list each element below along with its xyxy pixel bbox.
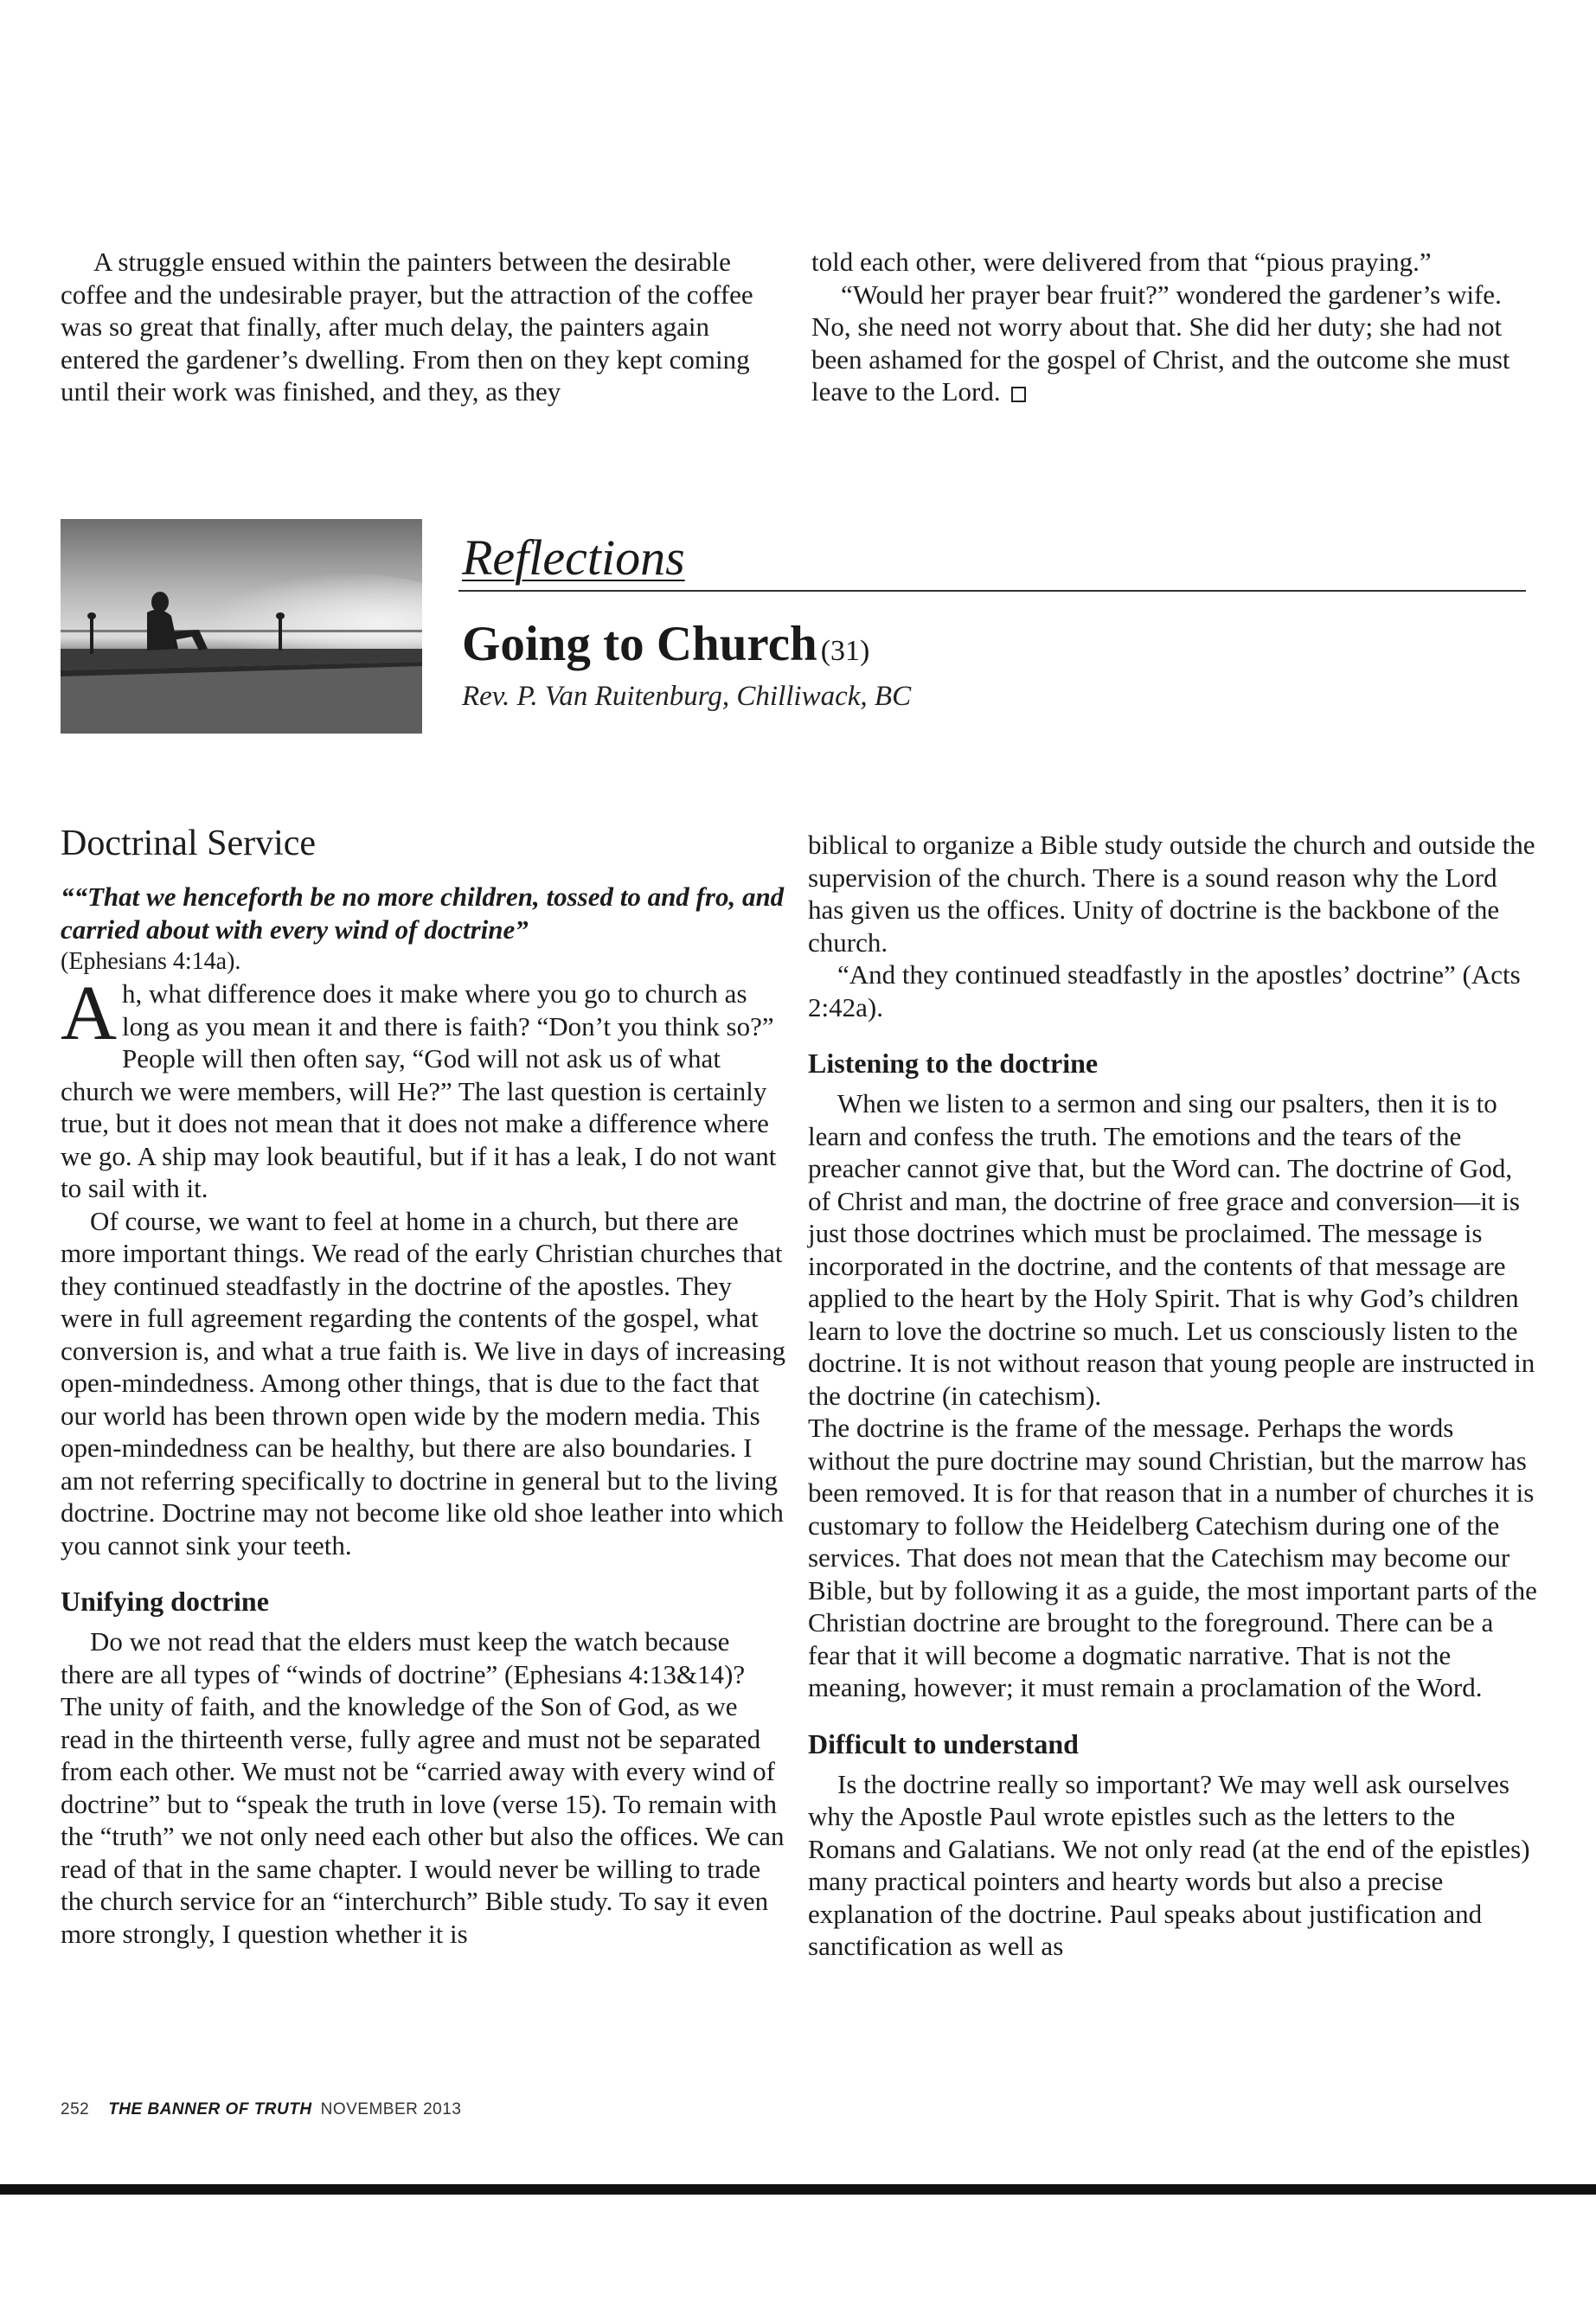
body-paragraph: Is the doctrine really so important? We may well ask ourselves why the Apostle Paul wrote epistles such as the letters to the Romans and Galatians. We not only read (at the end of the epistles) many practical pointers and hearty words but also a precise explanation of the doctrine. Paul speaks about justification and sanctification as well as <box>808 1768 1530 1961</box>
section-title: Reflections <box>462 529 685 586</box>
drop-cap: A <box>61 971 117 1056</box>
page-number: 252 <box>61 2100 90 2118</box>
header-rule <box>458 590 1526 592</box>
article-title: Going to Church (31) <box>462 617 870 671</box>
previous-article-paragraph: A struggle ensued within the painters between the desirable coffee and the undesirable prayer, but the attraction of the coffee was so great that finally, after much delay, the painters again entered the gardener’s dwelling. From then on they kept coming until their work was finished, and they, as they <box>61 247 753 407</box>
previous-article-paragraph: told each other, were delivered from that “pious praying.” <box>811 247 1432 277</box>
subheading-unifying-doctrine: Unifying doctrine <box>61 1586 269 1617</box>
article-left-column <box>61 822 785 1950</box>
article-right-column <box>808 829 1538 1963</box>
man-sitting-on-pier-image <box>61 519 422 734</box>
body-paragraph: When we listen to a sermon and sing our psalters, then it is to learn and confess the truth. The emotions and the tears of the preacher cannot give that, but the Word can. The doctrine of God, of Christ and man, the doctrine of free grace and conversion—it is just those doctrines which must be proclaimed. The message is incorporated in the doctrine, and the contents of that message are applied to the heart by the Holy Spirit. That is why God’s children learn to love the doctrine so much. Let us consciously listen to the doctrine. It is not without reason that young people are instructed in the doctrine (in catechism). <box>808 1088 1535 1411</box>
intro-paragraph: Ah, what difference does it make where you go to church as long as you mean it and there is faith? “Don’t you think so?” People will then often say, “God will not ask us of what church we were members, will He?” The last question is certainly true, but it does not mean that it does not make a difference where we go. A ship may look beautiful, but if it has a leak, I do not want to sail with it. <box>61 971 777 1203</box>
subheading-difficult: Difficult to understand <box>808 1727 1079 1759</box>
issue-date: NOVEMBER 2013 <box>320 2100 462 2118</box>
subheading-listening: Listening to the doctrine <box>808 1048 1099 1079</box>
series-number: (31) <box>820 635 870 667</box>
header-photo <box>61 519 422 734</box>
epigraph: ““That we henceforth be no more children, tossed to and fro, and carried about with every wind of doctrine” <box>61 881 785 945</box>
body-paragraph: Of course, we want to feel at home in a church, but there are more important things. We read of the early Christian churches that they continued steadfastly in the doctrine of the apostles. They were in full agreement regarding the contents of the gospel, what conversion is, and what a true faith is. We live in days of increasing open-mindedness. Among other things, that is due to the fact that our world has been thrown open wide by the modern media. This open-mindedness can be healthy, but there are also boundaries. I am not referring specifically to doctrine in general but to the living doctrine. Doctrine may not become like old shoe leather into which you cannot sink your teeth. <box>61 1205 786 1561</box>
byline: Rev. P. Van Ruitenburg, Chilliwack, BC <box>462 681 912 712</box>
magazine-name: THE BANNER OF TRUTH <box>108 2100 312 2118</box>
epigraph-reference: (Ephesians 4:14a). <box>61 948 241 975</box>
scripture-quote: “And they continued steadfastly in the apostles’ doctrine” (Acts 2:42a). <box>808 959 1521 1022</box>
previous-article-left-column <box>61 246 785 408</box>
page-footer <box>61 2100 461 2119</box>
article-heading: Doctrinal Service <box>61 824 317 863</box>
body-paragraph: biblical to organize a Bible study outside the church and outside the supervision of the church. There is a sound reason why the Lord has given us the offices. Unity of doctrine is the backbone of the church. <box>808 830 1535 958</box>
scan-edge-bar <box>0 2184 1596 2195</box>
end-of-article-icon <box>1011 387 1026 402</box>
previous-article-paragraph: “Would her prayer bear fruit?” wondered the gardener’s wife. No, she need not worry about that. She did her duty; she had not been ashamed for the gospel of Christ, and the outcome she must leave to the Lord. <box>811 279 1510 407</box>
body-paragraph: The doctrine is the frame of the message. Perhaps the words without the pure doctrine may sound Christian, but the marrow has been removed. It is for that reason that in a number of churches it is customary to follow the Heidelberg Catechism during one of the services. That does not mean that the Catechism may become our Bible, but by following it as a guide, the most important parts of the Christian doctrine are brought to the foreground. There can be a fear that it will become a dogmatic narrative. That is not the meaning, however; it must remain a proclamation of the Word. <box>808 1413 1537 1702</box>
previous-article-right-column <box>811 246 1538 408</box>
body-paragraph: Do we not read that the elders must keep the watch because there are all types of “winds of doctrine” (Ephesians 4:13&14)? The unity of faith, and the knowledge of the Son of God, as we read in the thirteenth verse, fully agree and must not be separated from each other. We must not be “carried away with every wind of doctrine” but to “speak the truth in love (verse 15). To remain with the “truth” we not only need each other but also the offices. We can read of that in the same chapter. I would never be willing to trade the church service for an “interchurch” Bible study. To say it even more strongly, I question whether it is <box>61 1626 785 1949</box>
